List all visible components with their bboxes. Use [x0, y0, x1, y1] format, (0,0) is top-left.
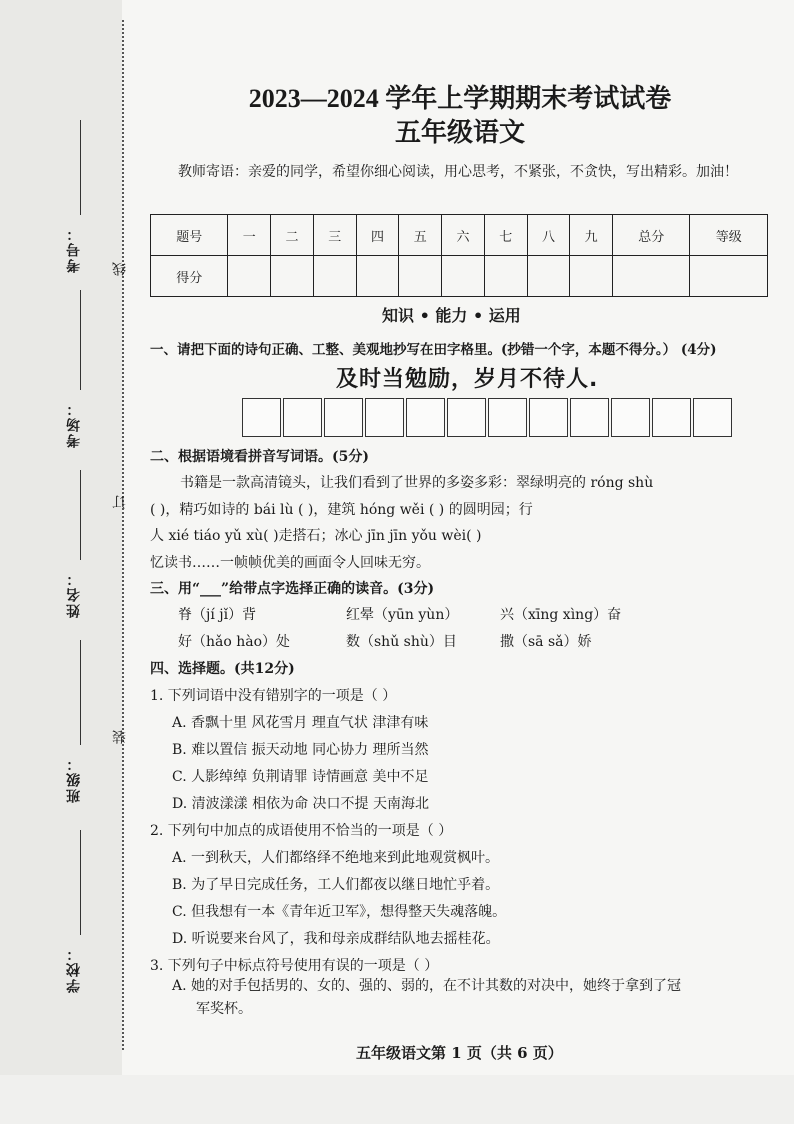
q3-title: 三、用“___”给带点字选择正确的读音。(3分) [150, 581, 435, 597]
bottom-band [0, 1075, 794, 1124]
teacher-note: 教师寄语：亲爱的同学，希望你细心阅读，用心思考，不紧张，不贪快，写出精彩。加油！ [178, 164, 738, 180]
score-table-header-row [151, 215, 768, 256]
exam-number-label: 考号： [66, 225, 82, 273]
binding-margin [0, 0, 122, 1080]
q4-option[interactable]: A. 香飘十里 风花雪月 理直气状 津津有味 [172, 715, 429, 731]
tianzige-cell[interactable] [693, 398, 732, 437]
exam-number-line [80, 120, 81, 215]
q3-option[interactable]: 数（shǔ shù）目 [346, 634, 457, 650]
exam-room-label: 考场： [66, 400, 82, 448]
score-header-cell: 三 [313, 215, 356, 256]
score-entry-cell[interactable] [527, 256, 570, 297]
score-header-cell: 二 [271, 215, 314, 256]
class-line [80, 640, 81, 745]
q4-option[interactable]: D. 听说要来台风了，我和母亲成群结队地去摇桂花。 [172, 931, 500, 947]
score-entry-cell[interactable] [399, 256, 442, 297]
score-entry-cell[interactable] [613, 256, 690, 297]
q1-title: 一、请把下面的诗句正确、工整、美观地抄写在田字格里。(抄错一个字，本题不得分。） (4分) [150, 342, 717, 358]
score-entry-cell[interactable] [570, 256, 613, 297]
q4-question: 1. 下列词语中没有错别字的一项是（ ） [150, 688, 397, 704]
tianzige-cell[interactable] [406, 398, 445, 437]
q2-line: 人 xié tiáo yǔ xù( )走搭石；冰心 jīn jīn yǒu wèi( ) [150, 528, 482, 544]
score-header-cell: 五 [399, 215, 442, 256]
score-header-cell: 四 [356, 215, 399, 256]
tianzige-cell[interactable] [242, 398, 281, 437]
binding-mark-line: 线 [112, 262, 128, 276]
exam-room-line [80, 290, 81, 390]
class-label: 班级： [66, 755, 82, 803]
score-entry-cell[interactable] [271, 256, 314, 297]
tianzige-cell[interactable] [488, 398, 527, 437]
exam-subtitle: 五年级语文 [394, 118, 525, 148]
page-footer: 五年级语文第 1 页（共 6 页） [356, 1044, 563, 1062]
score-header-cell: 题号 [151, 215, 228, 256]
q2-line: 书籍是一款高清镜头，让我们看到了世界的多姿多彩：翠绿明亮的 róng shù [180, 475, 654, 491]
binding-mark-staple: 订 [112, 495, 128, 509]
q1-poem: 及时当勉励，岁月不待人. [336, 367, 599, 392]
tianzige-cell[interactable] [283, 398, 322, 437]
q4-question: 3. 下列句子中标点符号使用有误的一项是（ ） [150, 958, 439, 974]
score-entry-cell[interactable] [690, 256, 768, 297]
score-header-cell: 九 [570, 215, 613, 256]
tianzige-cell[interactable] [365, 398, 404, 437]
q4-option[interactable]: C. 人影绰绰 负荆请罪 诗情画意 美中不足 [172, 769, 429, 785]
q3-option[interactable]: 脊（jí jǐ）背 [178, 607, 257, 623]
tianzige-cell[interactable] [529, 398, 568, 437]
score-header-cell: 六 [442, 215, 485, 256]
q4-option[interactable]: B. 难以置信 振天动地 同心协力 理所当然 [172, 742, 429, 758]
q4-option[interactable]: D. 清波漾漾 相依为命 决口不提 天南海北 [172, 796, 429, 812]
score-entry-cell[interactable] [313, 256, 356, 297]
q2-line: 忆读书……一帧帧优美的画面令人回味无穷。 [150, 555, 430, 571]
q4-option[interactable]: A. 她的对手包括男的、女的、强的、弱的，在不计其数的对决中，她终于拿到了冠 [172, 978, 682, 994]
score-table-score-row [151, 256, 768, 297]
school-line [80, 830, 81, 935]
score-row-label: 得分 [151, 256, 228, 297]
exam-title: 2023—2024 学年上学期期末考试试卷 [248, 84, 672, 113]
q3-option[interactable]: 红晕（yūn yùn） [346, 607, 459, 623]
q3-option[interactable]: 撒（sā sǎ）娇 [500, 634, 592, 650]
q4-option[interactable]: A. 一到秋天，人们都络绎不绝地来到此地观赏枫叶。 [172, 850, 500, 866]
tianzige-cell[interactable] [447, 398, 486, 437]
binding-cut-line [122, 20, 124, 1050]
score-entry-cell[interactable] [442, 256, 485, 297]
q4-option[interactable]: B. 为了早日完成任务，工人们都夜以继日地忙乎着。 [172, 877, 500, 893]
school-label: 学校： [66, 945, 82, 993]
score-entry-cell[interactable] [484, 256, 527, 297]
score-header-cell: 等级 [690, 215, 768, 256]
tianzige-cell[interactable] [570, 398, 609, 437]
score-header-cell: 一 [228, 215, 271, 256]
q4-option-continued: 军奖杯。 [196, 1001, 252, 1017]
q4-option[interactable]: C. 但我想有一本《青年近卫军》，想得整天失魂落魄。 [172, 904, 507, 920]
score-entry-cell[interactable] [356, 256, 399, 297]
tianzige-cell[interactable] [324, 398, 363, 437]
score-table [150, 214, 768, 297]
tianzige-cell[interactable] [611, 398, 650, 437]
binding-mark-bind: 装 [112, 730, 128, 744]
q2-title: 二、根据语境看拼音写词语。(5分) [150, 449, 369, 465]
score-header-cell: 总分 [613, 215, 690, 256]
score-header-cell: 七 [484, 215, 527, 256]
section-heading: 知识 • 能力 • 运用 [382, 306, 521, 325]
q4-title: 四、选择题。(共12分) [150, 661, 295, 677]
q3-option[interactable]: 兴（xīng xìng）奋 [500, 607, 622, 623]
q2-line: ( )，精巧如诗的 bái lù ( )，建筑 hóng wěi ( ) 的圆明园；行 [150, 502, 533, 518]
score-header-cell: 八 [527, 215, 570, 256]
name-line [80, 470, 81, 560]
tianzige-cell[interactable] [652, 398, 691, 437]
score-entry-cell[interactable] [228, 256, 271, 297]
q3-option[interactable]: 好（hǎo hào）处 [178, 634, 291, 650]
q4-question: 2. 下列句中加点的成语使用不恰当的一项是（ ） [150, 823, 453, 839]
tianzige-grid [242, 398, 734, 437]
name-label: 姓名： [66, 570, 82, 618]
